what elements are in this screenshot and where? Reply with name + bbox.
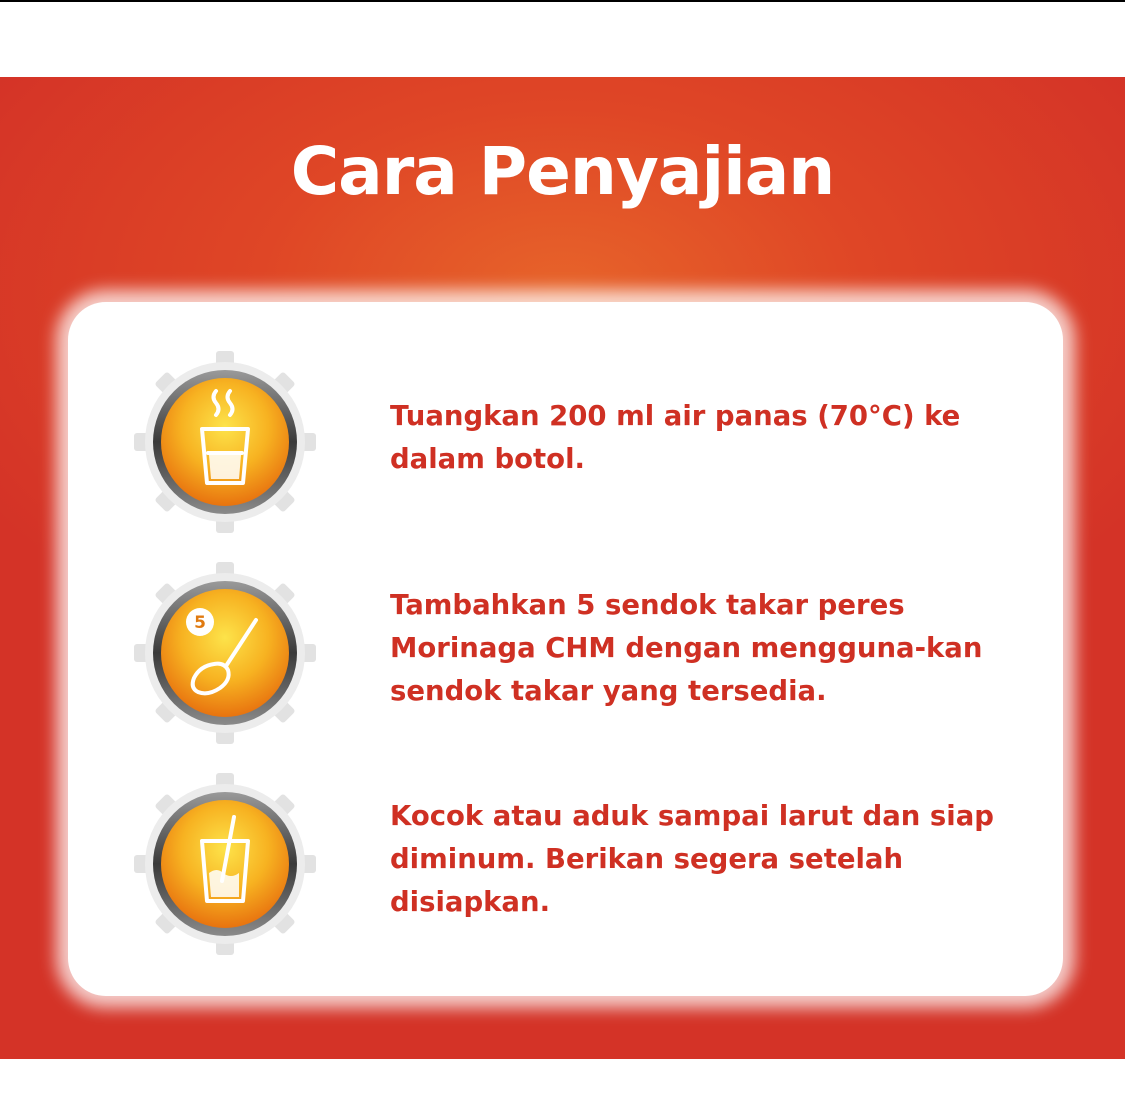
measuring-spoon-icon bbox=[130, 558, 320, 748]
step-2 bbox=[68, 558, 1063, 748]
instructions-panel bbox=[68, 302, 1063, 996]
page-title: Cara Penyajian bbox=[290, 133, 835, 210]
step-3-text: Kocok atau aduk sampai larut dan siap diminum. Berikan segera setelah disiapkan. bbox=[390, 800, 994, 918]
hot-water-glass-icon bbox=[130, 347, 320, 537]
spoon-badge: 5 bbox=[194, 613, 206, 633]
step-3 bbox=[68, 769, 1063, 959]
serving-instructions-banner bbox=[0, 77, 1125, 1059]
step-1-text: Tuangkan 200 ml air panas (70°C) ke dalam botol. bbox=[390, 400, 961, 475]
top-border-line bbox=[0, 0, 1125, 2]
stir-glass-icon bbox=[130, 769, 320, 959]
step-2-text: Tambahkan 5 sendok takar peres Morinaga CHM dengan mengguna-kan sendok takar yang tersedia. bbox=[390, 589, 983, 707]
step-1 bbox=[68, 347, 1063, 537]
